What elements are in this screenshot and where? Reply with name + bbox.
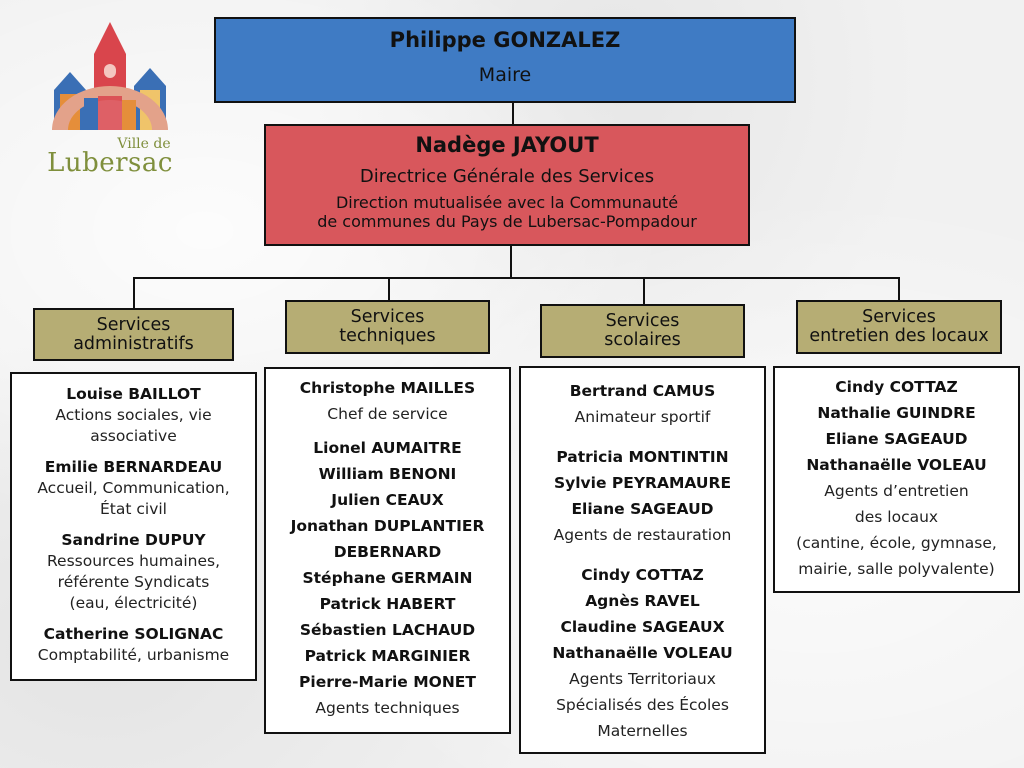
- scolaire-role: Spécialisés des Écoles: [556, 696, 729, 714]
- service-technique-line2: techniques: [339, 326, 436, 346]
- dgs-name: Nadège JAYOUT: [415, 133, 599, 157]
- admin-desc: Accueil, Communication,: [37, 479, 230, 497]
- connector-admin: [133, 277, 135, 309]
- dgs-note-line1: Direction mutualisée avec la Communauté: [335, 193, 679, 212]
- dgs-box: [264, 124, 750, 246]
- scolaire-role: Agents de restauration: [553, 526, 732, 544]
- admin-desc: Comptabilité, urbanisme: [37, 646, 230, 664]
- connector-scolaire: [643, 277, 645, 305]
- scolaire-name: Eliane SAGEAUD: [571, 500, 714, 518]
- admin-desc: État civil: [100, 500, 167, 518]
- dgs-note-line2: de communes du Pays de Lubersac-Pompadour: [317, 212, 697, 231]
- lubersac-logo: [40, 20, 180, 178]
- scolaire-name: Cindy COTTAZ: [581, 566, 704, 584]
- town-emblem-icon: [40, 20, 180, 145]
- scolaire-name: Nathanaëlle VOLEAU: [552, 644, 733, 662]
- dgs-role: Directrice Générale des Services: [359, 166, 655, 187]
- scolaire-name: Claudine SAGEAUX: [560, 618, 725, 636]
- technique-chief-role: Chef de service: [327, 405, 448, 423]
- service-scolaire-line1: Services: [605, 311, 680, 331]
- scolaire-name: Bertrand CAMUS: [569, 382, 716, 400]
- admin-desc: Actions sociales, vie: [55, 406, 212, 424]
- service-entretien-line1: Services: [862, 307, 936, 327]
- service-admin-line1: Services: [96, 314, 171, 335]
- technique-agent-name: Pierre-Marie MONET: [299, 673, 476, 691]
- connector-horizontal-bus: [133, 277, 900, 279]
- connector-mayor-dgs: [512, 103, 514, 124]
- technique-agent-name: Lionel AUMAITRE: [313, 439, 462, 457]
- scolaire-role: Maternelles: [597, 722, 688, 740]
- entretien-name: Cindy COTTAZ: [835, 378, 958, 396]
- admin-staff-list: [10, 372, 257, 681]
- technique-staff-list: [264, 367, 511, 734]
- scolaire-staff-list: [519, 366, 766, 754]
- logo-line1: Ville de: [117, 136, 171, 152]
- scolaire-name: Agnès RAVEL: [585, 592, 700, 610]
- technique-agent-name: Patrick HABERT: [319, 595, 456, 613]
- mayor-role: Maire: [478, 64, 532, 86]
- admin-desc: (eau, électricité): [69, 594, 198, 612]
- connector-entretien: [898, 277, 900, 301]
- admin-desc: référente Syndicats: [57, 573, 210, 591]
- scolaire-role: Animateur sportif: [574, 408, 711, 426]
- connector-technique: [388, 277, 390, 301]
- entretien-name: Eliane SAGEAUD: [825, 430, 968, 448]
- scolaire-name: Patricia MONTINTIN: [556, 448, 729, 466]
- entretien-staff-list: [773, 366, 1020, 593]
- service-technique-header: [285, 300, 490, 354]
- entretien-role: des locaux: [854, 508, 939, 526]
- admin-name: Catherine SOLIGNAC: [43, 625, 224, 643]
- scolaire-role: Agents Territoriaux: [569, 670, 716, 688]
- service-entretien-header: [796, 300, 1002, 354]
- entretien-role: Agents d’entretien: [824, 482, 969, 500]
- technique-agent-name: Sébastien LACHAUD: [299, 621, 476, 639]
- scolaire-name: Sylvie PEYRAMAURE: [553, 474, 732, 492]
- technique-agent-name: William BENONI: [318, 465, 457, 483]
- entretien-role: (cantine, école, gymnase,: [796, 534, 997, 552]
- entretien-name: Nathanaëlle VOLEAU: [806, 456, 987, 474]
- technique-agents-role: Agents techniques: [315, 699, 460, 717]
- connector-dgs-bus: [510, 246, 512, 278]
- technique-agent-name: Stéphane GERMAIN: [302, 569, 473, 587]
- technique-agent-name: Jonathan DUPLANTIER: [290, 517, 485, 535]
- mayor-name: Philippe GONZALEZ: [389, 28, 621, 52]
- technique-agent-name: DEBERNARD: [333, 543, 442, 561]
- admin-name: Sandrine DUPUY: [61, 531, 206, 549]
- logo-line2: Lubersac: [47, 148, 173, 178]
- service-technique-line1: Services: [350, 307, 425, 327]
- entretien-name: Nathalie GUINDRE: [817, 404, 976, 422]
- service-admin-line2: administratifs: [73, 333, 194, 354]
- entretien-role: mairie, salle polyvalente): [798, 560, 995, 578]
- technique-agent-name: Patrick MARGINIER: [304, 647, 471, 665]
- service-entretien-line2: entretien des locaux: [809, 326, 989, 346]
- admin-name: Emilie BERNARDEAU: [44, 458, 223, 476]
- admin-desc: associative: [90, 427, 177, 445]
- admin-desc: Ressources humaines,: [46, 552, 221, 570]
- admin-name: Louise BAILLOT: [66, 385, 201, 403]
- technique-agent-name: Julien CEAUX: [331, 491, 444, 509]
- service-scolaire-line2: scolaires: [604, 330, 681, 350]
- service-admin-header: [33, 308, 234, 361]
- mayor-box: [214, 17, 796, 103]
- service-scolaire-header: [540, 304, 745, 358]
- technique-chief-name: Christophe MAILLES: [299, 379, 476, 397]
- dgs-note: [266, 193, 748, 231]
